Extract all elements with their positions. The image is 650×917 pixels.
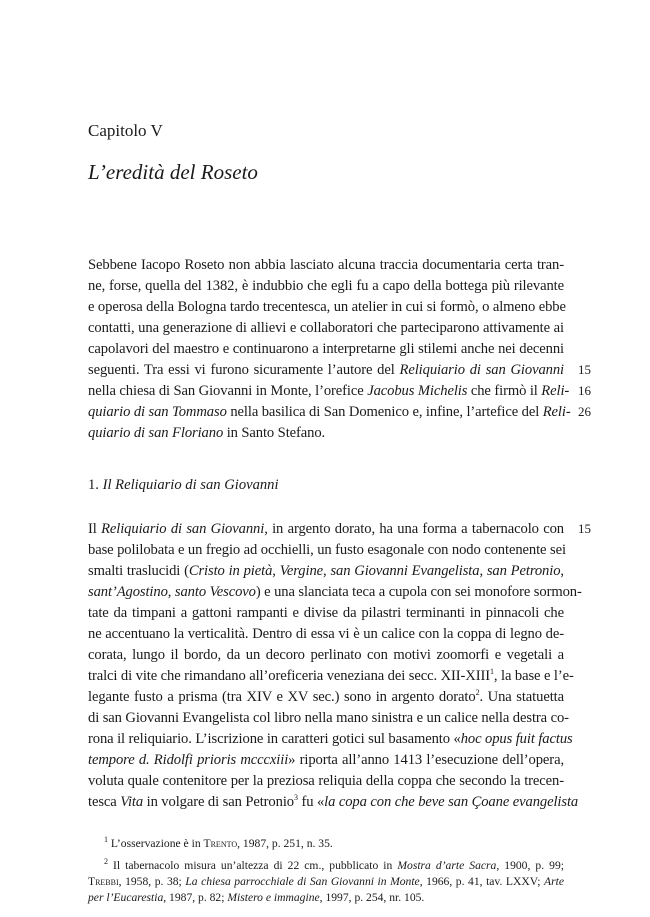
footnote-1: $^1$ L’osservazione è in Trento, 1987, p. 251, n. 35.	[104, 835, 333, 850]
margin-number: 15	[578, 521, 591, 536]
footnote-2-line: Trebbi, 1958, p. 38; La chiesa parrocchiale di San Giovanni in Monte, 1966, p. 41, tav. LXXV; Arte	[88, 875, 565, 888]
intro-line: contatti, una generazione di allievi e collaboratori che parteciparono attivamente ai	[88, 320, 564, 336]
intro-line: quiario di san Floriano in Santo Stefano.	[88, 425, 326, 441]
margin-number: 16	[578, 383, 591, 398]
intro-line: e operosa della Bologna tardo trecentesca, un atelier in cui si formò, o almeno ebbe	[88, 299, 566, 315]
body-line: rona il reliquiario. L’iscrizione in caratteri gotici sul basamento «hoc opus fuit factus	[88, 731, 573, 747]
body-line: ne accentuano la verticalità. Dentro di essa vi è un calice con la coppa di legno de-	[88, 626, 564, 642]
body-line: corata, lungo il bordo, da un decoro perlinato con motivi zoomorfi e vegetali a	[88, 647, 564, 663]
intro-line: seguenti. Tra essi vi furono sicuramente l’autore del Reliquiario di san Giovanni	[88, 362, 564, 378]
intro-line: quiario di san Tommaso nella basilica di San Domenico e, infine, l’artefice del Reli-	[88, 404, 571, 420]
section-number: 1.	[88, 477, 99, 493]
body-line: tempore d. Ridolfi prioris mcccxiii» riporta all’anno 1413 l’esecuzione dell’opera,	[88, 752, 564, 768]
chapter-label: Capitolo V	[88, 121, 163, 140]
margin-number: 15	[578, 362, 591, 377]
footnote-2-line: per l’Eucarestia, 1987, p. 82; Mistero e immagine, 1997, p. 254, nr. 105.	[88, 891, 425, 904]
intro-line: nella chiesa di San Giovanni in Monte, l’orefice Jacobus Michelis che firmò il Reli-	[88, 383, 570, 399]
body-line: base polilobata e un fregio ad occhielli, un fusto esagonale con nodo contenente sei	[88, 542, 566, 558]
section-title: Il Reliquiario di san Giovanni	[102, 477, 279, 493]
body-line: tate da timpani a gattoni rampanti e divise da pilastri terminanti in pinnacoli che	[88, 605, 564, 621]
body-line: tesca Vita in volgare di san Petronio$^3$ fu «la copa con che beve san Çoane evangelista	[88, 793, 579, 810]
margin-number: 26	[578, 404, 591, 419]
intro-line: capolavori del maestro e continuarono a interpretarne gli stilemi anche nei decenni	[88, 341, 564, 357]
body-line: voluta quale contenitore per la preziosa reliquia della coppa che secondo la trecen-	[88, 773, 564, 789]
body-line: sant’Agostino, santo Vescovo) e una slanciata teca a cupola con sei monofore sormon-	[88, 584, 582, 600]
chapter-title: L’eredità del Roseto	[88, 160, 258, 184]
body-line: di san Giovanni Evangelista col libro nella mano sinistra e un calice nella destra co-	[88, 710, 569, 726]
footnote-2-line: $^2$ Il tabernacolo misura un’altezza di 22 cm., pubblicato in Mostra d’arte Sacra, 1900, p. 99;	[104, 857, 564, 872]
intro-line: ne, forse, quella del 1382, è indubbio che egli fu a capo della bottega più rilevante	[88, 278, 564, 294]
body-line: legante fusto a prisma (tra XIV e XV sec.) sono in argento dorato$^2$. Una statuetta	[88, 688, 564, 705]
intro-line: Sebbene Iacopo Roseto non abbia lasciato alcuna traccia documentaria certa tran-	[88, 257, 564, 273]
body-line: smalti traslucidi (Cristo in pietà, Vergine, san Giovanni Evangelista, san Petronio,	[88, 563, 564, 579]
section-heading	[88, 477, 279, 494]
body-line: Il Reliquiario di san Giovanni, in argento dorato, ha una forma a tabernacolo con	[88, 521, 564, 537]
body-line: tralci di vite che rimandano all’oreficeria veneziana dei secc. XII-XIII$^1$, la base e l’e-	[88, 667, 574, 684]
